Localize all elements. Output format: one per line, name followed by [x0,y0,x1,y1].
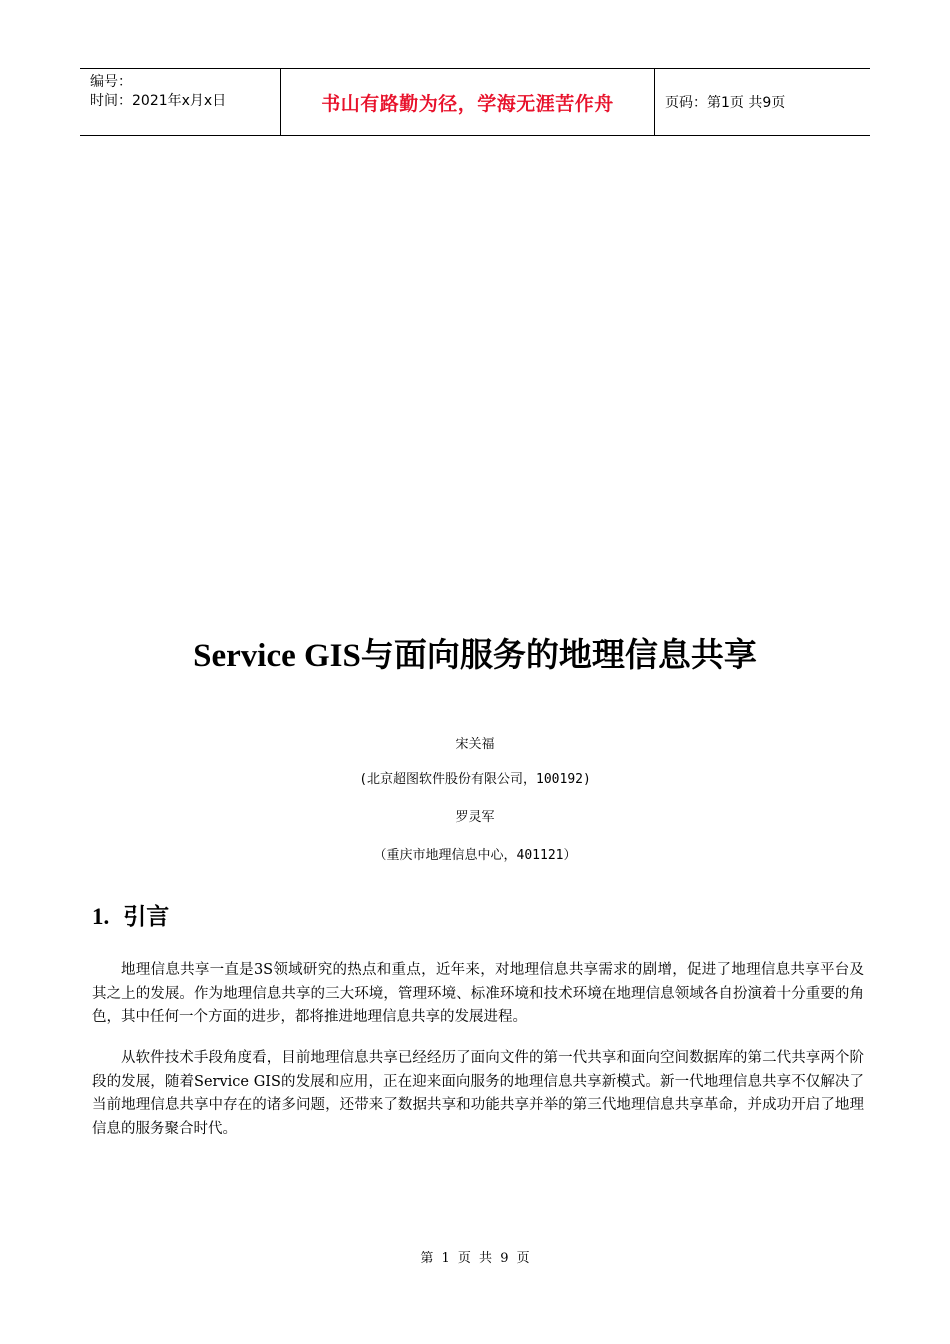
section-number: 1. [92,904,110,929]
header-page-cell [655,69,870,135]
header-slogan-cell [281,69,655,135]
header-meta-cell [80,69,281,135]
author-name-1: 宋关福 [455,737,495,752]
page-info: 页码：第1页 共9页 [665,95,786,111]
date-label: 时间：2021年x月x日 [90,93,227,109]
document-title: Service GIS与面向服务的地理信息共享 [193,638,757,674]
header-table [80,68,870,136]
author-affiliation-2: （重庆市地理信息中心，401121） [373,848,577,863]
paragraph-1: 地理信息共享一直是3S领域研究的热点和重点，近年来，对地理信息共享需求的剧增，促进了地理信息共享平台及其之上的发展。作为地理信息共享的三大环境，管理环境、标准环境和技术环境在地理信息领域各自扮演着十分重要的角色，其中任何一个方面的进步，都将推进地理信息共享的发展进程。 [92,962,864,1025]
slogan-text: 书山有路勤为径，学海无涯苦作舟 [321,92,614,115]
page-footer: 第 1 页 共 9 页 [420,1251,530,1266]
author-affiliation-1: (北京超图软件股份有限公司，100192) [359,772,591,787]
code-label: 编号： [90,74,132,90]
section-title: 引言 [123,904,170,930]
paragraph-2: 从软件技术手段角度看，目前地理信息共享已经经历了面向文件的第一代共享和面向空间数据库的第二代共享两个阶段的发展，随着Service GIS的发展和应用，正在迎来面向服务的地理信息共享新模式。新一代地理信息共享不仅解决了当前地理信息共享中存在的诸多问题，还带来了数据共享和功能共享并举的第三代地理信息共享革命，并成功开启了地理信息的服务聚合时代。 [92,1050,864,1137]
author-name-2: 罗灵军 [455,810,495,825]
section-heading [92,900,169,934]
